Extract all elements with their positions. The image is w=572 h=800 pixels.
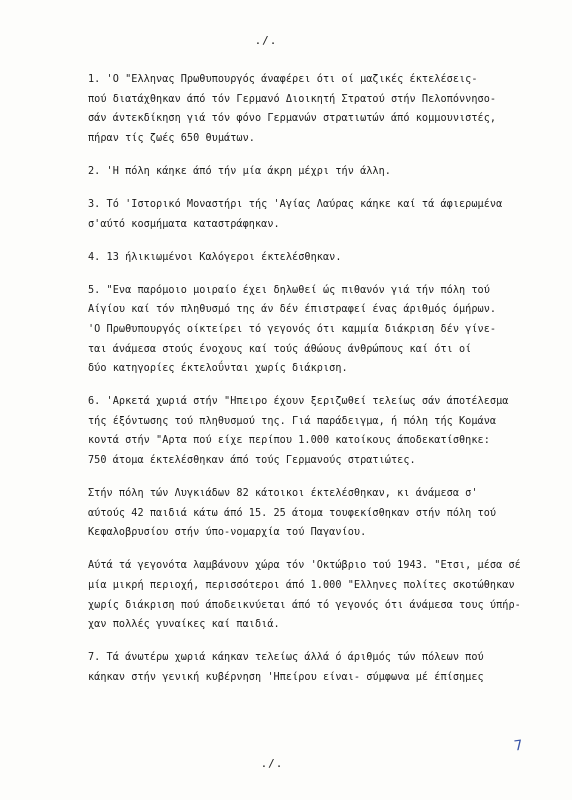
text-line: Στήν πόλη τών Λυγκιάδων 82 κάτοικοι έκτελέσθηκαν, κι άνάμεσα σ'	[88, 488, 478, 500]
text-line: πού διατάχθηκαν άπό τόν Γερμανό Διοικητή Στρατού στήν Πελοπόννησο-	[88, 93, 497, 105]
text-line: μία μικρή περιοχή, περισσότεροι άπό 1.000 "Ελληνες πολίτες σκοτώθηκαν	[88, 579, 515, 591]
text-line: δύο κατηγορίες έκτελοΰνται χωρίς διάκριση.	[88, 363, 348, 375]
text-line: σ'αύτό κοσμήματα καταστράφηκαν.	[88, 218, 280, 230]
paragraph	[88, 484, 558, 543]
paragraph	[88, 162, 558, 182]
handwritten-page-number: 7	[512, 737, 524, 755]
text-line: κοντά στήν "Αρτα πού είχε περίπου 1.000 κατοίκους άποδεκατίσθηκε:	[88, 435, 490, 447]
paragraph	[88, 281, 558, 379]
paragraph	[88, 70, 558, 148]
paragraph	[88, 248, 558, 268]
text-line: 7. Τά άνωτέρω χωριά κάηκαν τελείως άλλά ό άριθμός τών πόλεων πού	[88, 652, 484, 664]
text-line: πήραν τίς ζωές 650 θυμάτων.	[88, 132, 255, 144]
text-line: 4. 13 ήλικιωμένοι Καλόγεροι έκτελέσθηκαν.	[88, 251, 342, 263]
text-line: 'Ο Πρωθυπουργός οίκτείρει τό γεγονός ότι καμμία διάκριση δέν γίνε-	[88, 323, 497, 335]
text-line: κάηκαν στήν γενική κυβέρνηση 'Ηπείρου είναι- σύμφωνα μέ έπίσημες	[88, 671, 484, 683]
text-line: 5. "Ενα παρόμοιο μοιραίο έχει δηλωθεί ώς πιθανόν γιά τήν πόλη τού	[88, 284, 490, 296]
text-line: Αύτά τά γεγονότα λαμβάνουν χώρα τόν 'Οκτώβριο τού 1943. "Ετσι, μέσα σέ	[88, 560, 521, 572]
footer-continuation-marker: ./.	[260, 757, 284, 770]
text-line: 3. Τό 'Ιστορικό Μοναστήρι τής 'Αγίας Λαύρας κάηκε καί τά άφιερωμένα	[88, 198, 503, 210]
paragraph	[88, 392, 558, 470]
header-continuation-marker: ./.	[254, 34, 278, 47]
text-line: Κεφαλοβρυσίου στήν ύπο-νομαρχία τού Παγανίου.	[88, 527, 367, 539]
document-body	[88, 70, 558, 701]
paragraph	[88, 648, 558, 687]
text-line: σάν άντεκδίκηση γιά τόν φόνο Γερμανών στρατιωτών άπό κομμουνιστές,	[88, 113, 497, 125]
text-line: χωρίς διάκριση πού άποδεικνύεται άπό τό γεγονός ότι άνάμεσα τους ύπήρ-	[88, 599, 521, 611]
text-line: 6. 'Αρκετά χωριά στήν "Ηπειρο έχουν ξεριζωθεί τελείως σάν άποτέλεσμα	[88, 396, 509, 408]
text-line: χαν πολλές γυναίκες καί παιδιά.	[88, 619, 280, 631]
paragraph	[88, 195, 558, 234]
text-line: 2. 'Η πόλη κάηκε άπό τήν μία άκρη μέχρι τήν άλλη.	[88, 165, 391, 177]
text-line: τής έξόντωσης τού πληθυσμού της. Γιά παράδειγμα, ή πόλη τής Κομάνα	[88, 415, 497, 427]
paragraph	[88, 556, 558, 634]
text-line: Αίγίου καί τόν πληθυσμό της άν δέν έπιστραφεί ένας άριθμός όμήρων.	[88, 304, 497, 316]
text-line: αύτούς 42 παιδιά κάτω άπό 15. 25 άτομα τουφεκίσθηκαν στήν πόλη τού	[88, 507, 497, 519]
text-line: 1. 'Ο "Ελληνας Πρωθυπουργός άναφέρει ότι οί μαζικές έκτελέσεις-	[88, 74, 478, 85]
text-line: ται άνάμεσα στούς ένοχους καί τούς άθώους άνθρώπους καί ότι οί	[88, 343, 472, 355]
text-line: 750 άτομα έκτελέσθηκαν άπό τούς Γερμανούς στρατιώτες.	[88, 455, 416, 466]
